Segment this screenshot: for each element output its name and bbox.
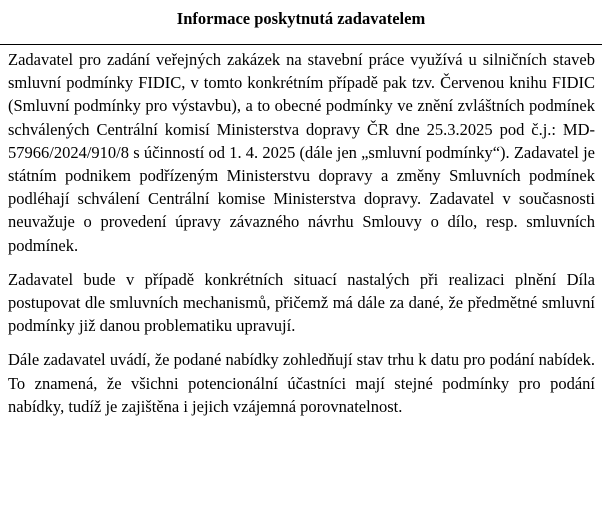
document-body bbox=[8, 48, 595, 429]
heading-row bbox=[0, 0, 602, 45]
paragraph: Zadavatel pro zadání veřejných zakázek na stavební práce využívá u silničních staveb smluvní podmínky FIDIC, v tomto konkrétním případě pak tzv. Červenou knihu FIDIC (Smluvní podmínky pro výstavbu), a to obecné podmínky ve znění zvláštních podmínek schválených Centrální komisí Ministerstva dopravy ČR dne 25.3.2025 pod č.j.: MD-57966/2024/910/8 s účinností od 1. 4. 2025 (dále jen „smluvní podmínky“). Zadavatel je státním podnikem podřízeným Ministerstvu dopravy a změny Smluvních podmínek podléhají schválení Centrální komise Ministerstva dopravy. Zadavatel v současnosti neuvažuje o provedení úpravy závazného návrhu Smlouvy o dílo, resp. smluvních podmínek. bbox=[8, 50, 595, 255]
document-heading: Informace poskytnutá zadavatelem bbox=[176, 9, 426, 28]
paragraph: Dále zadavatel uvádí, že podané nabídky zohledňují stav trhu k datu pro podání nabídek. To znamená, že všichni potencionální účastníci mají stejné podmínky pro podání nabídky, tudíž je zajištěna i jejich vzájemná porovnatelnost. bbox=[8, 350, 595, 416]
paragraph: Zadavatel bude v případě konkrétních situací nastalých při realizaci plnění Díla postupovat dle smluvních mechanismů, přičemž má dále za dané, že předmětné smluvní podmínky již danou problematiku upravují. bbox=[8, 269, 595, 336]
